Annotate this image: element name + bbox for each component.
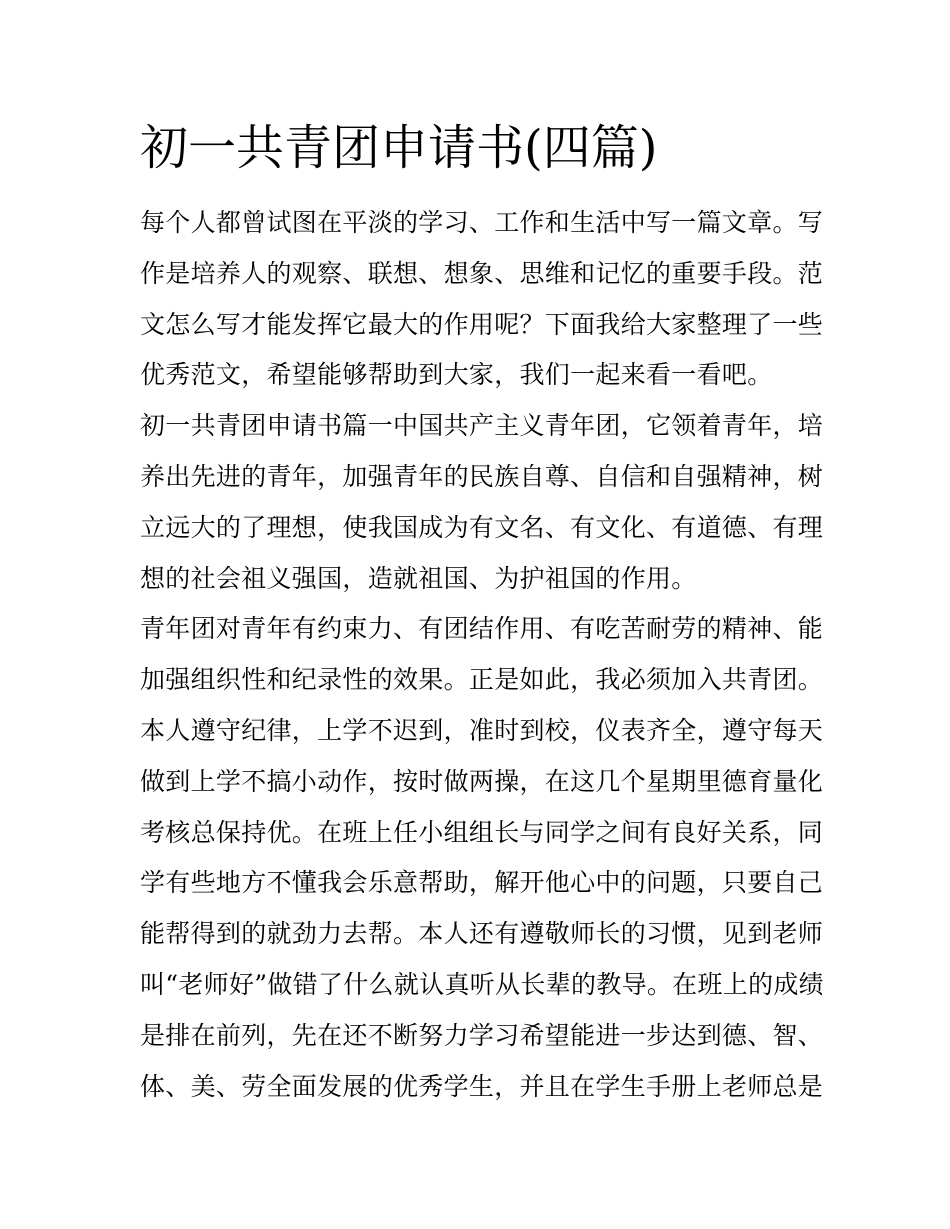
text-line: 想的社会祖义强国，造就祖国、为护祖国的作用。 — [140, 563, 697, 593]
text-line: 养出先进的青年，加强青年的民族自尊、自信和自强精神，树 — [140, 461, 824, 491]
text-line: 做到上学不搞小动作，按时做两操，在这几个星期里德育量化 — [140, 766, 824, 796]
text-line: 本人遵守纪律，上学不迟到，准时到校，仪表齐全，遵守每天 — [140, 715, 824, 745]
text-line: 立远大的了理想，使我国成为有文名、有文化、有道德、有理 — [140, 512, 824, 542]
text-line: 能帮得到的就劲力去帮。本人还有遵敬师长的习惯，见到老师 — [140, 919, 824, 949]
text-line: 青年团对青年有约束力、有团结作用、有吃苦耐劳的精神、能 — [140, 614, 824, 644]
text-line: 优秀范文，希望能够帮助到大家，我们一起来看一看吧。 — [140, 360, 773, 390]
document-body — [140, 198, 824, 1112]
text-line: 叫“老师好”做错了什么就认真听从长辈的教导。在班上的成绩 — [140, 969, 824, 999]
text-line: 是排在前列，先在还不断努力学习希望能进一步达到德、智、 — [140, 1020, 824, 1050]
document-title: 初一共青团申请书(四篇) — [140, 120, 658, 176]
text-line: 考核总保持优。在班上任小组组长与同学之间有良好关系，同 — [140, 817, 824, 847]
text-line: 加强组织性和纪录性的效果。正是如此，我必须加入共青团。 — [140, 665, 824, 695]
text-line: 作是培养人的观察、联想、想象、思维和记忆的重要手段。范 — [140, 258, 824, 288]
text-line: 体、美、劳全面发展的优秀学生，并且在学生手册上老师总是 — [140, 1071, 824, 1101]
text-line: 每个人都曾试图在平淡的学习、工作和生活中写一篇文章。写 — [140, 208, 824, 237]
text-line: 学有些地方不懂我会乐意帮助，解开他心中的问题，只要自己 — [140, 868, 824, 898]
text-line: 初一共青团申请书篇一中国共产主义青年团，它领着青年，培 — [140, 411, 824, 441]
text-line: 文怎么写才能发挥它最大的作用呢？下面我给大家整理了一些 — [140, 309, 824, 339]
